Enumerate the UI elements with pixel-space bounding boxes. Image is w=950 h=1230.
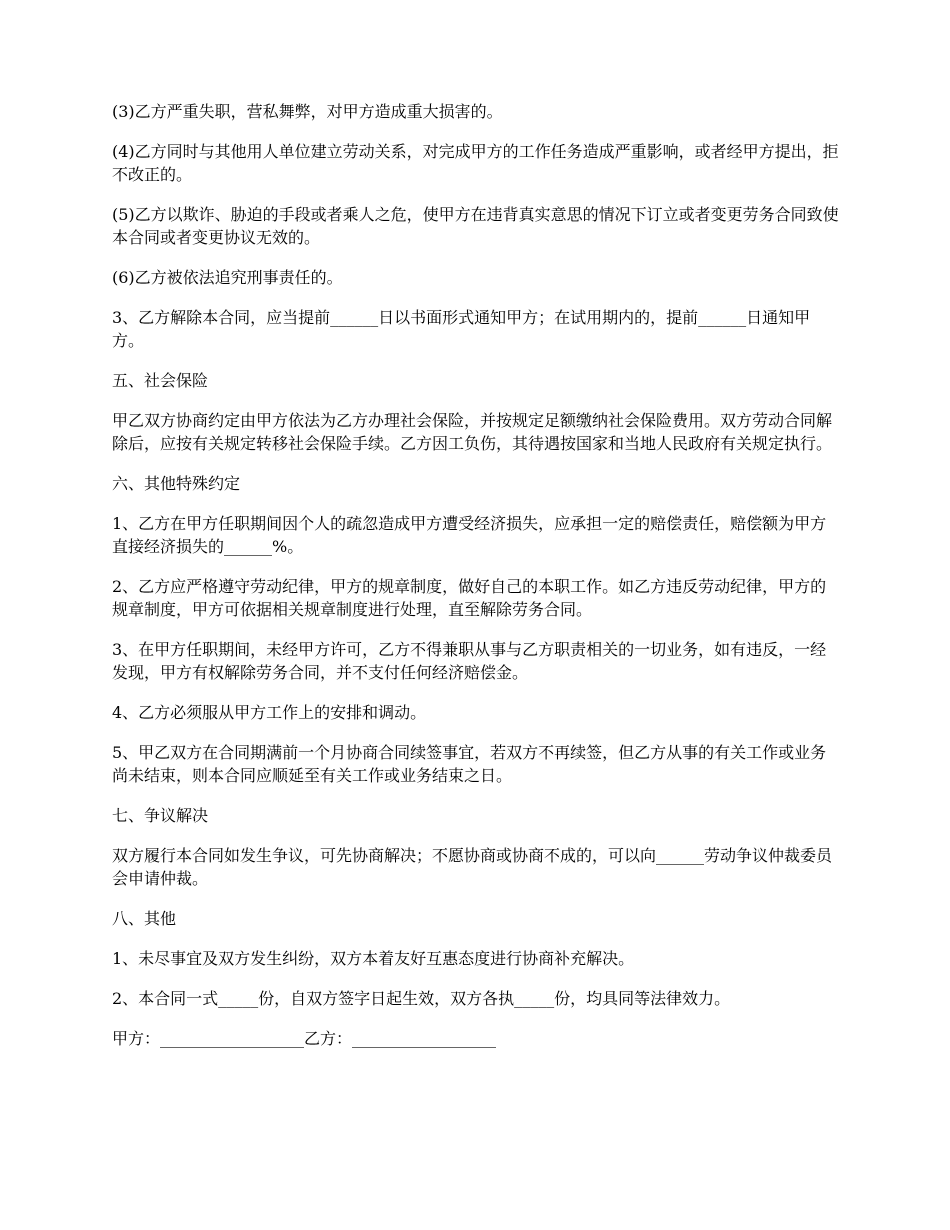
special-term-3-no-side-jobs: 3、在甲方任职期间，未经甲方许可，乙方不得兼职从事与乙方职责相关的一切业务，如有违反，一经发现，甲方有权解除劳务合同，并不支付任何经济赔偿金。: [112, 640, 827, 682]
clause-4-other-employment: (4)乙方同时与其他用人单位建立劳动关系，对完成甲方的工作任务造成严重影响，或者经甲方提出，拒不改正的。: [112, 142, 839, 184]
clause-5-fraud-coercion: (5)乙方以欺诈、胁迫的手段或者乘人之危，使甲方在违背真实意思的情况下订立或者变更劳务合同致使本合同或者变更协议无效的。: [112, 205, 839, 247]
section-heading-special-terms: 六、其他特殊约定: [112, 474, 241, 493]
special-term-5-renewal: 5、甲乙双方在合同期满前一个月协商合同续签事宜，若双方不再续签，但乙方从事的有关工作或业务尚未结束，则本合同应顺延至有关工作或业务结束之日。: [112, 743, 827, 785]
signature-line: 甲方：__________________乙方：__________________: [112, 1029, 497, 1048]
document-body: [112, 100, 840, 1067]
section-heading-other: 八、其他: [112, 909, 177, 928]
special-term-1-compensation: 1、乙方在甲方任职期间因个人的疏忽造成甲方遭受经济损失，应承担一定的赔偿责任，赔偿额为甲方直接经济损失的______%。: [112, 514, 827, 556]
special-term-2-discipline: 2、乙方应严格遵守劳动纪律，甲方的规章制度，做好自己的本职工作。如乙方违反劳动纪律，甲方的规章制度，甲方可依据相关规章制度进行处理，直至解除劳务合同。: [112, 577, 827, 619]
social-insurance-clause: 甲乙双方协商约定由甲方依法为乙方办理社会保险，并按规定足额缴纳社会保险费用。双方劳动合同解除后，应按有关规定转移社会保险手续。乙方因工负伤，其待遇按国家和当地人民政府有关规定执行。: [112, 411, 833, 453]
clause-6-criminal-liability: (6)乙方被依法追究刑事责任的。: [112, 268, 343, 287]
termination-notice-clause: 3、乙方解除本合同，应当提前______日以书面形式通知甲方；在试用期内的，提前______日通知甲方。: [112, 308, 811, 350]
other-term-2-copies: 2、本合同一式_____份，自双方签字日起生效，双方各执_____份，均具同等法律效力。: [112, 989, 731, 1008]
section-heading-social-insurance: 五、社会保险: [112, 371, 209, 390]
other-term-1-supplementary: 1、未尽事宜及双方发生纠纷，双方本着友好互惠态度进行协商补充解决。: [112, 949, 635, 968]
clause-3-serious-dereliction: (3)乙方严重失职，营私舞弊，对甲方造成重大损害的。: [112, 102, 503, 121]
dispute-resolution-clause: 双方履行本合同如发生争议，可先协商解决；不愿协商或协商不成的，可以向______劳动争议仲裁委员会申请仲裁。: [112, 846, 833, 888]
special-term-4-obey-arrangement: 4、乙方必须服从甲方工作上的安排和调动。: [112, 703, 427, 722]
section-heading-dispute-resolution: 七、争议解决: [112, 806, 209, 825]
